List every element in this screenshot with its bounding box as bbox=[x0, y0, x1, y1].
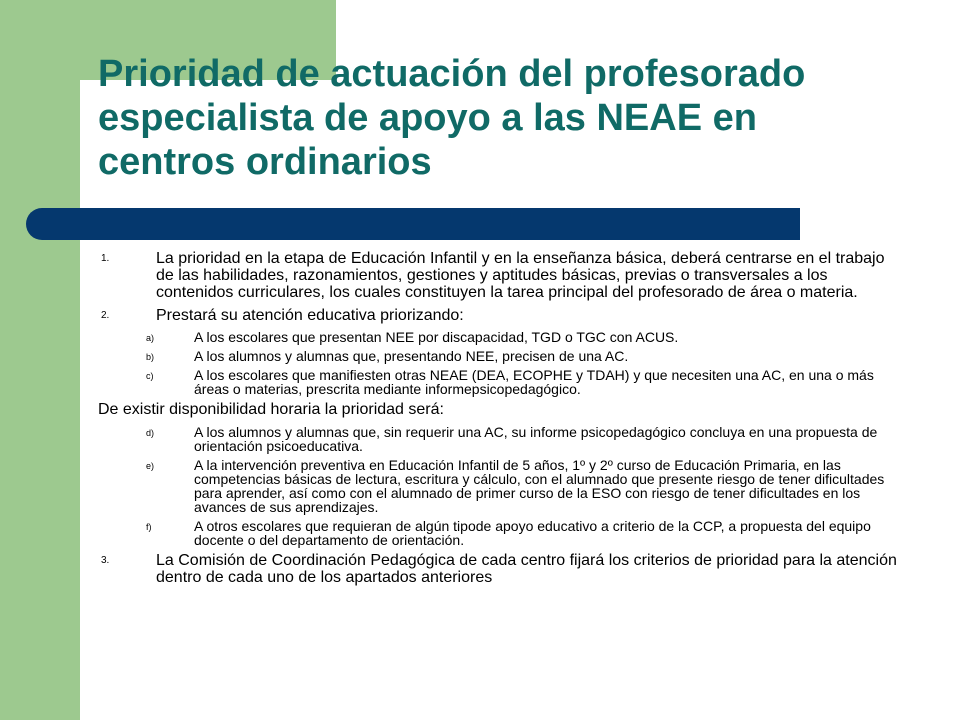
left-decor-bar bbox=[0, 0, 80, 720]
item-text: La Comisión de Coordinación Pedagógica de cada centro fijará los criterios de prioridad para la atención dentro de cada uno de los apartados anteriores bbox=[156, 552, 897, 586]
item-text: La prioridad en la etapa de Educación Infantil y en la enseñanza básica, deberá centrarse en el trabajo de las habilidades, razonamientos, gestiones y aptitudes básicas, previas o transversales a los contenidos curriculares, los cuales constituyen la tarea principal del profesorado de área o materia. bbox=[156, 250, 885, 301]
title-line: Prioridad de actuación del profesorado bbox=[98, 53, 806, 95]
sub-item-text: A los alumnos y alumnas que, presentando NEE, precisen de una AC. bbox=[194, 348, 629, 364]
list-item-2 bbox=[98, 307, 898, 324]
slide-title bbox=[98, 52, 918, 184]
sub-item-letter: c) bbox=[146, 371, 154, 381]
item-number: 3. bbox=[101, 555, 110, 566]
item-text: Prestará su atención educativa priorizando: bbox=[156, 307, 464, 324]
item-number: 1. bbox=[101, 253, 110, 264]
sub-item-f bbox=[98, 519, 898, 547]
title-divider-bar bbox=[26, 208, 800, 240]
sub-item-letter: e) bbox=[146, 461, 155, 471]
title-line: centros ordinarios bbox=[98, 141, 432, 183]
sub-item-text: A los alumnos y alumnas que, sin requerir una AC, su informe psicopedagógico concluya en una propuesta de orientación psicoeducativa. bbox=[194, 424, 878, 454]
sub-item-letter: d) bbox=[146, 428, 155, 438]
sub-item-letter: b) bbox=[146, 352, 155, 362]
sub-item-text: A otros escolares que requieran de algún tipode apoyo educativo a criterio de la CCP, a propuesta del equipo docente o del departamento de orientación. bbox=[194, 518, 871, 548]
sub-item-b bbox=[98, 349, 898, 363]
sub-item-text: A los escolares que manifiesten otras NEAE (DEA, ECOPHE y TDAH) y que necesiten una AC, en una o más áreas o materias, prescrita mediante informepsicopedagógico. bbox=[194, 367, 874, 397]
sub-item-c bbox=[98, 368, 898, 396]
list-item-1 bbox=[98, 250, 898, 301]
sub-item-letter: a) bbox=[146, 333, 155, 343]
title-line: especialista de apoyo a las NEAE en bbox=[98, 97, 757, 139]
slide-body bbox=[98, 250, 898, 592]
availability-heading: De existir disponibilidad horaria la prioridad será: bbox=[98, 401, 444, 418]
sub-item-text: A los escolares que presentan NEE por discapacidad, TGD o TGC con ACUS. bbox=[194, 329, 679, 345]
sub-item-a bbox=[98, 330, 898, 344]
sub-item-d bbox=[98, 425, 898, 453]
sub-item-letter: f) bbox=[146, 522, 152, 532]
list-item-3 bbox=[98, 552, 898, 586]
sub-item-text: A la intervención preventiva en Educación Infantil de 5 años, 1º y 2º curso de Educación Primaria, en las competencias básicas de lectura, escritura y cálculo, con el alumnado que presente riesgo de tener dificultades para aprender, así como con el alumnado de primer curso de la ESO con riesgo de tener dificultades en los avances de sus aprendizajes. bbox=[194, 457, 885, 515]
item-number: 2. bbox=[101, 310, 110, 321]
sub-item-e bbox=[98, 458, 898, 514]
